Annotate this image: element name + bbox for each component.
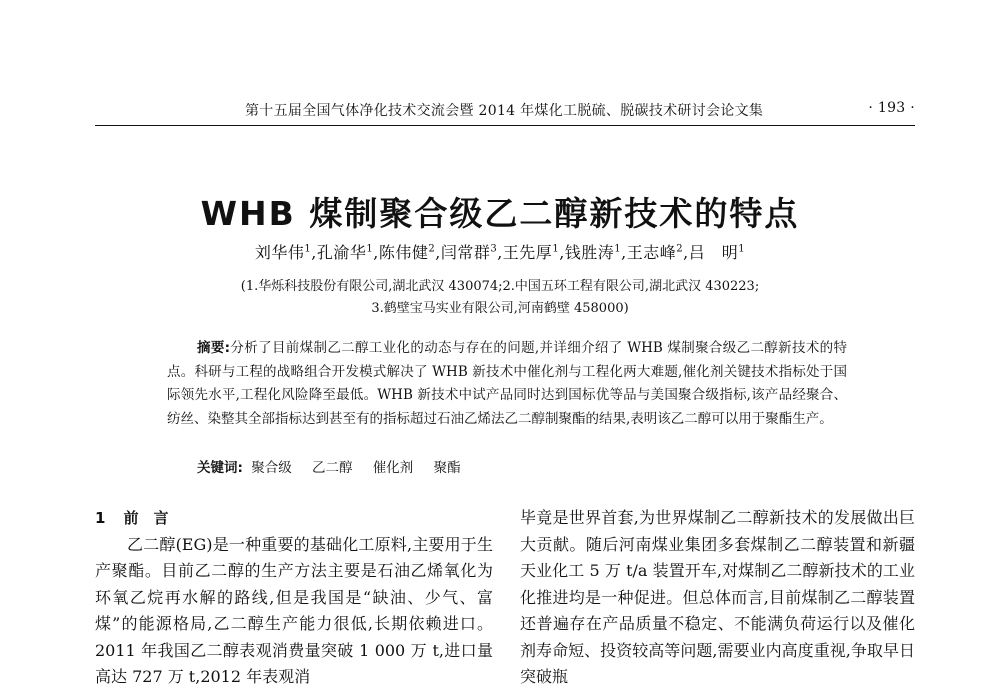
keywords-label: 关键词: bbox=[197, 460, 243, 476]
section-title: 前 言 bbox=[123, 509, 169, 527]
affiliation-line-2: 3.鹤壁宝马实业有限公司,河南鹤壁 458000) bbox=[371, 301, 629, 316]
header-rule bbox=[95, 125, 915, 126]
page-number: · 193 · bbox=[868, 100, 915, 116]
keyword: 聚合级 bbox=[251, 460, 292, 476]
right-column bbox=[520, 505, 915, 691]
abstract-label: 摘要: bbox=[197, 340, 231, 356]
author: 刘华伟$^1$ bbox=[254, 243, 312, 262]
author: 闫常群$^3$ bbox=[440, 243, 498, 262]
author: 钱胜涛$^1$ bbox=[564, 243, 622, 262]
section-heading bbox=[95, 505, 493, 532]
affiliation-line-1: (1.华烁科技股份有限公司,湖北武汉 430074;2.中国五环工程有限公司,湖北武汉 430223; bbox=[240, 279, 760, 294]
author: 王先厚$^1$ bbox=[502, 243, 560, 262]
author: 陈伟健$^2$ bbox=[378, 243, 436, 262]
body-paragraph: 毕竟是世界首套,为世界煤制乙二醇新技术的发展做出巨大贡献。随后河南煤业集团多套煤制乙二醇装置和新疆天业化工 5 万 t/a 装置开车,对煤制乙二醇新技术的工业化推进均是一种促进。但总体而言,目前煤制乙二醇装置还普遍存在产品质量不稳定、不能满负荷运行以及催化剂寿命短、投资较高等问题,需要业内高度重视,争取早日突破瓶 bbox=[520, 508, 915, 686]
author: 孔渝华$^1$ bbox=[316, 243, 374, 262]
keywords bbox=[197, 456, 477, 476]
keyword: 乙二醇 bbox=[312, 460, 353, 476]
author: 吕 明$^1$ bbox=[688, 243, 746, 262]
body-paragraph: 乙二醇(EG)是一种重要的基础化工原料,主要用于生产聚酯。目前乙二醇的生产方法主要是石油乙烯氧化为环氧乙烷再水解的路线,但是我国是“缺油、少气、富煤”的能源格局,乙二醇生产能力很低,长期依赖进口。2011 年我国乙二醇表观消费量突破 1 000 万 t,进口量高达 727 万 t,2012 年表观消 bbox=[95, 534, 493, 686]
conference-title: 第十五届全国气体净化技术交流会暨 2014 年煤化工脱硫、脱碳技术研讨会论文集 bbox=[245, 103, 764, 119]
abstract bbox=[167, 337, 847, 431]
author: 王志峰$^2$ bbox=[626, 243, 684, 262]
keyword: 聚酯 bbox=[433, 460, 461, 476]
keyword: 催化剂 bbox=[372, 460, 414, 476]
paper-title: WHB 煤制聚合级乙二醇新技术的特点 bbox=[200, 194, 800, 233]
author-list: 刘华伟$^1$,孔渝华$^1$,陈伟健$^2$,闫常群$^3$,王先厚$^1$,钱胜涛$^1$,王志峰$^2$,吕 明$^1$ bbox=[254, 243, 746, 262]
abstract-text: 分析了目前煤制乙二醇工业化的动态与存在的问题,并详细介绍了 WHB 煤制聚合级乙二醇新技术的特点。科研与工程的战略组合开发模式解决了 WHB 新技术中催化剂与工程化两大难题,催化剂关键技术指标处于国际领先水平,工程化风险降至最低。WHB 新技术中试产品同时达到国标优等品与美国聚合级指标,该产品经聚合、纺丝、染整其全部指标达到甚至有的指标超过石油乙烯法乙二醇制聚酯的结果,表明该乙二醇可以用于聚酯生产。 bbox=[167, 340, 847, 427]
section-number: 1 bbox=[95, 509, 106, 527]
left-column bbox=[95, 505, 493, 691]
